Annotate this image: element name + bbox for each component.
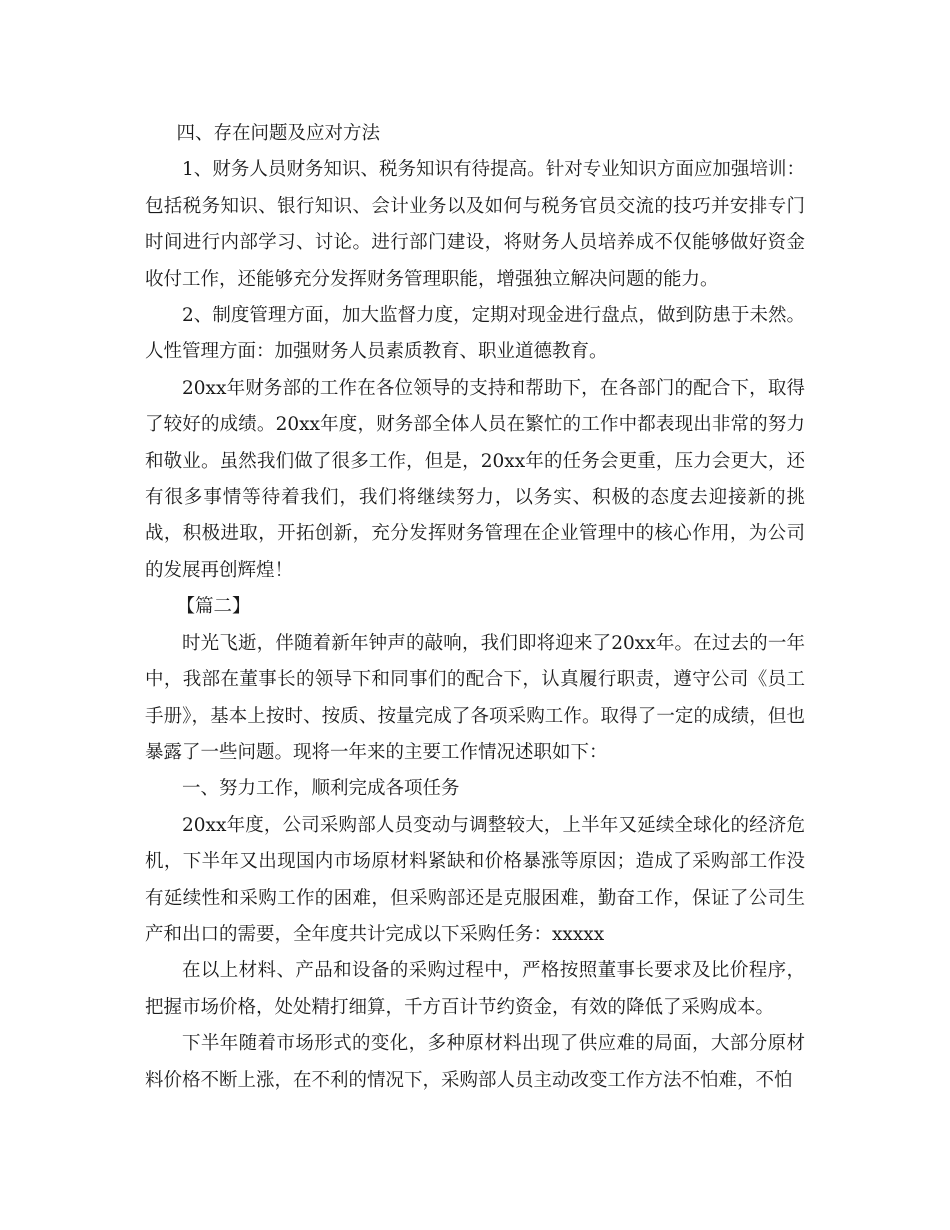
paragraph: 20xx年财务部的工作在各位领导的支持和帮助下，在各部门的配合下，取得了较好的成绩。20xx年度，财务部全体人员在繁忙的工作中都表现出非常的努力和敬业。虽然我们做了很多工作，但是，20xx年的任务会更重，压力会更大，还有很多事情等待着我们，我们将继续努力，以务实、积极的态度去迎接新的挑战，积极进取，开拓创新，充分发挥财务管理在企业管理中的核心作用，为公司的发展再创辉煌！ (145, 377, 805, 581)
section-heading: 【篇二】 (176, 596, 251, 618)
section-heading: 一、努力工作，顺利完成各项任务 (182, 778, 460, 800)
paragraph: 下半年随着市场形式的变化，多种原材料出现了供应难的局面，大部分原材料价格不断上涨，在不利的情况下，采购部人员主动改变工作方法不怕难，不怕 (145, 1033, 805, 1091)
section-heading: 四、存在问题及应对方法 (176, 123, 380, 144)
paragraph: 时光飞逝，伴随着新年钟声的敲响，我们即将迎来了20xx年。在过去的一年中，我部在董事长的领导下和同事们的配合下，认真履行职责，遵守公司《员工手册》，基本上按时、按质、按量完成了各项采购工作。取得了一定的成绩，但也暴露了一些问题。现将一年来的主要工作情况述职如下： (145, 632, 805, 763)
paragraph: 在以上材料、产品和设备的采购过程中，严格按照董事长要求及比价程序，把握市场价格，处处精打细算，千方百计节约资金，有效的降低了采购成本。 (145, 960, 805, 1018)
paragraph: 2、制度管理方面，加大监督力度，定期对现金进行盘点，做到防患于未然。人性管理方面：加强财务人员素质教育、职业道德教育。 (145, 305, 805, 363)
document-body (145, 116, 805, 1099)
paragraph: 20xx年度，公司采购部人员变动与调整较大，上半年又延续全球化的经济危机，下半年又出现国内市场原材料紧缺和价格暴涨等原因；造成了采购部工作没有延续性和采购工作的困难，但采购部还是克服困难，勤奋工作，保证了公司生产和出口的需要，全年度共计完成以下采购任务：xxxxx (145, 814, 805, 945)
paragraph: 1、财务人员财务知识、税务知识有待提高。针对专业知识方面应加强培训：包括税务知识、银行知识、会计业务以及如何与税务官员交流的技巧并安排专门时间进行内部学习、讨论。进行部门建设，将财务人员培养成不仅能够做好资金收付工作，还能够充分发挥财务管理职能，增强独立解决问题的能力。 (145, 159, 805, 290)
